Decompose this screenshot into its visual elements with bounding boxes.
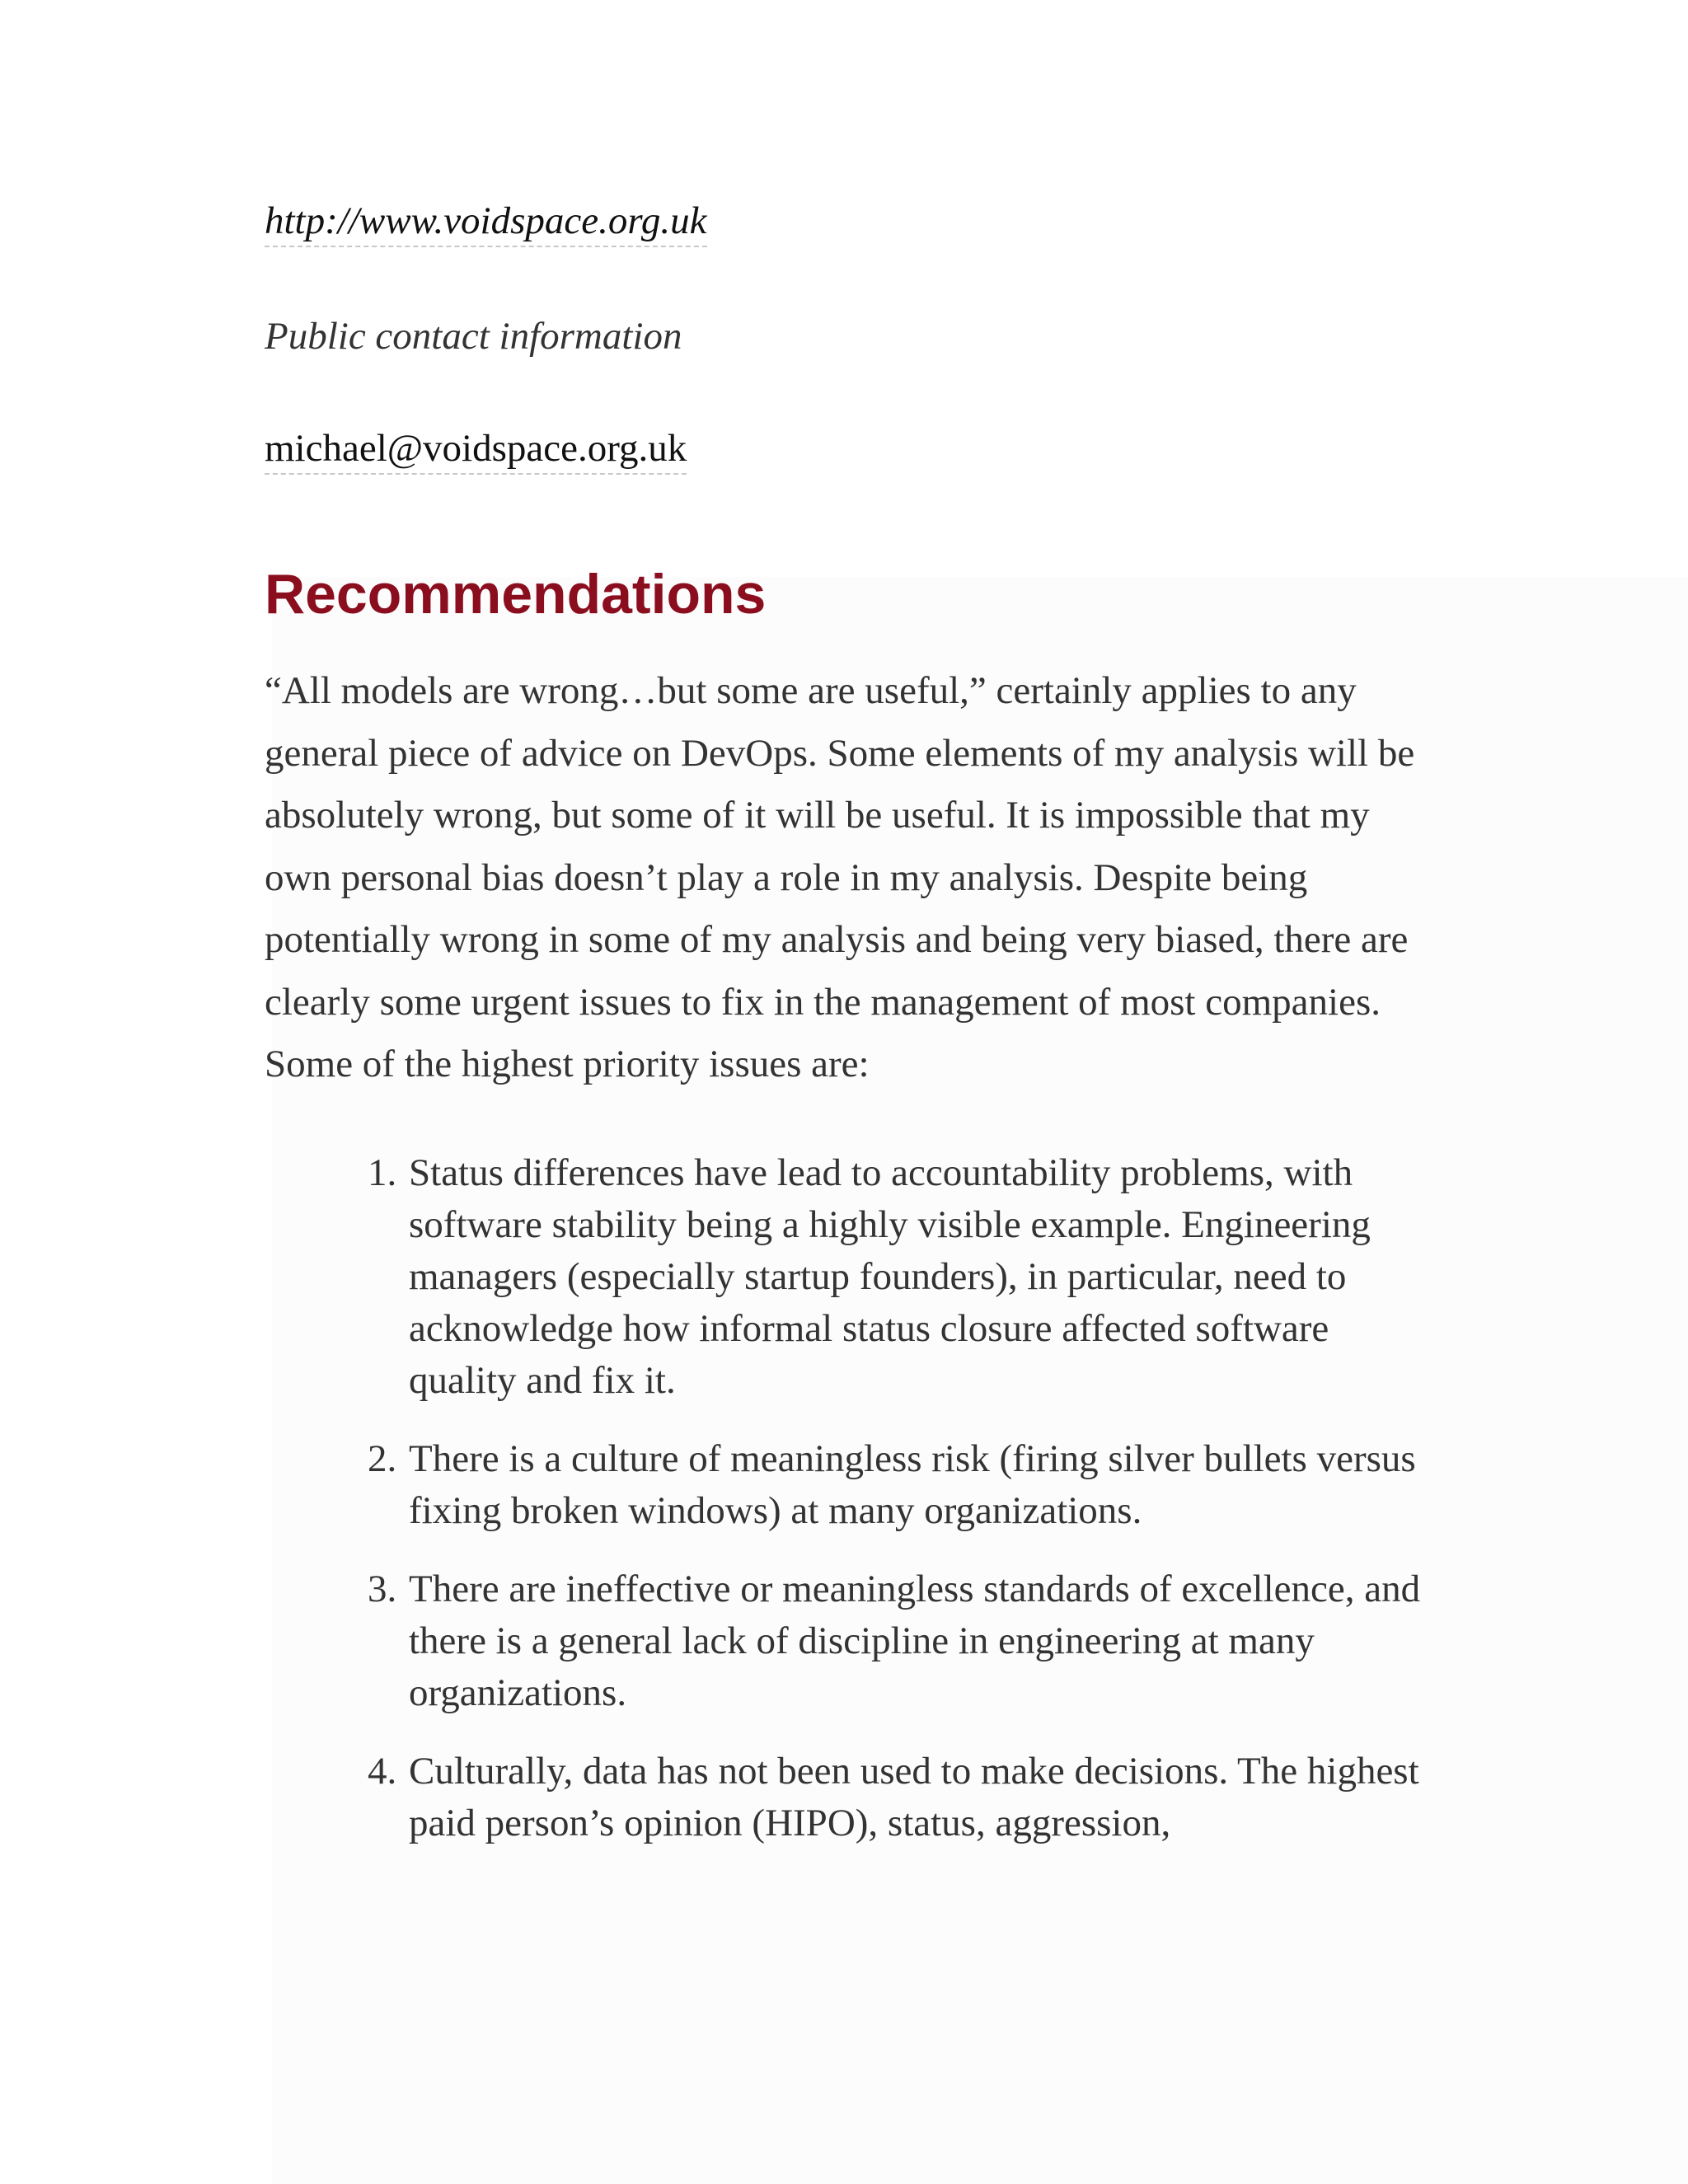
list-item-text: There are ineffective or meaningless standards of excellence, and there is a general lack of discipline in engineering at many organizations.	[409, 1567, 1421, 1714]
list-item-text: Status differences have lead to accountability problems, with software stability being a highly visible example. Engineering managers (especially startup founders), in particular, need to acknowledge how informal status closure affected software quality and fix it.	[409, 1151, 1371, 1402]
list-item	[368, 1746, 1435, 1849]
list-item-text: Culturally, data has not been used to make decisions. The highest paid person’s opinion (HIPO), status, aggression,	[409, 1749, 1419, 1844]
contact-url-link[interactable]: http://www.voidspace.org.uk	[265, 198, 707, 247]
list-item-number: 4.	[368, 1749, 397, 1793]
contact-url-wrap	[265, 198, 1435, 247]
list-item-number: 2.	[368, 1436, 397, 1480]
list-item	[368, 1563, 1435, 1719]
list-item-text: There is a culture of meaningless risk (firing silver bullets versus fixing broken windows) at many organizations.	[409, 1436, 1416, 1532]
contact-email-wrap	[265, 425, 1435, 475]
list-item-number: 3.	[368, 1567, 397, 1610]
contact-label: Public contact information	[265, 315, 682, 358]
list-item	[368, 1147, 1435, 1407]
document-content	[265, 198, 1435, 1876]
list-item	[368, 1433, 1435, 1537]
recommendations-list	[265, 1147, 1435, 1849]
list-item-number: 1.	[368, 1151, 397, 1194]
contact-email-link[interactable]: michael@voidspace.org.uk	[265, 425, 687, 475]
intro-paragraph: “All models are wrong…but some are useful,” certainly applies to any general piece of advice on DevOps. Some elements of my analysis will be absolutely wrong, but some of it will be useful. It is impossible that my own personal bias doesn’t play a role in my analysis. Despite being potentially wrong in some of my analysis and being very biased, there are clearly some urgent issues to fix in the management of most companies. Some of the highest priority issues are:	[265, 669, 1415, 1085]
section-heading: Recommendations	[265, 563, 767, 626]
